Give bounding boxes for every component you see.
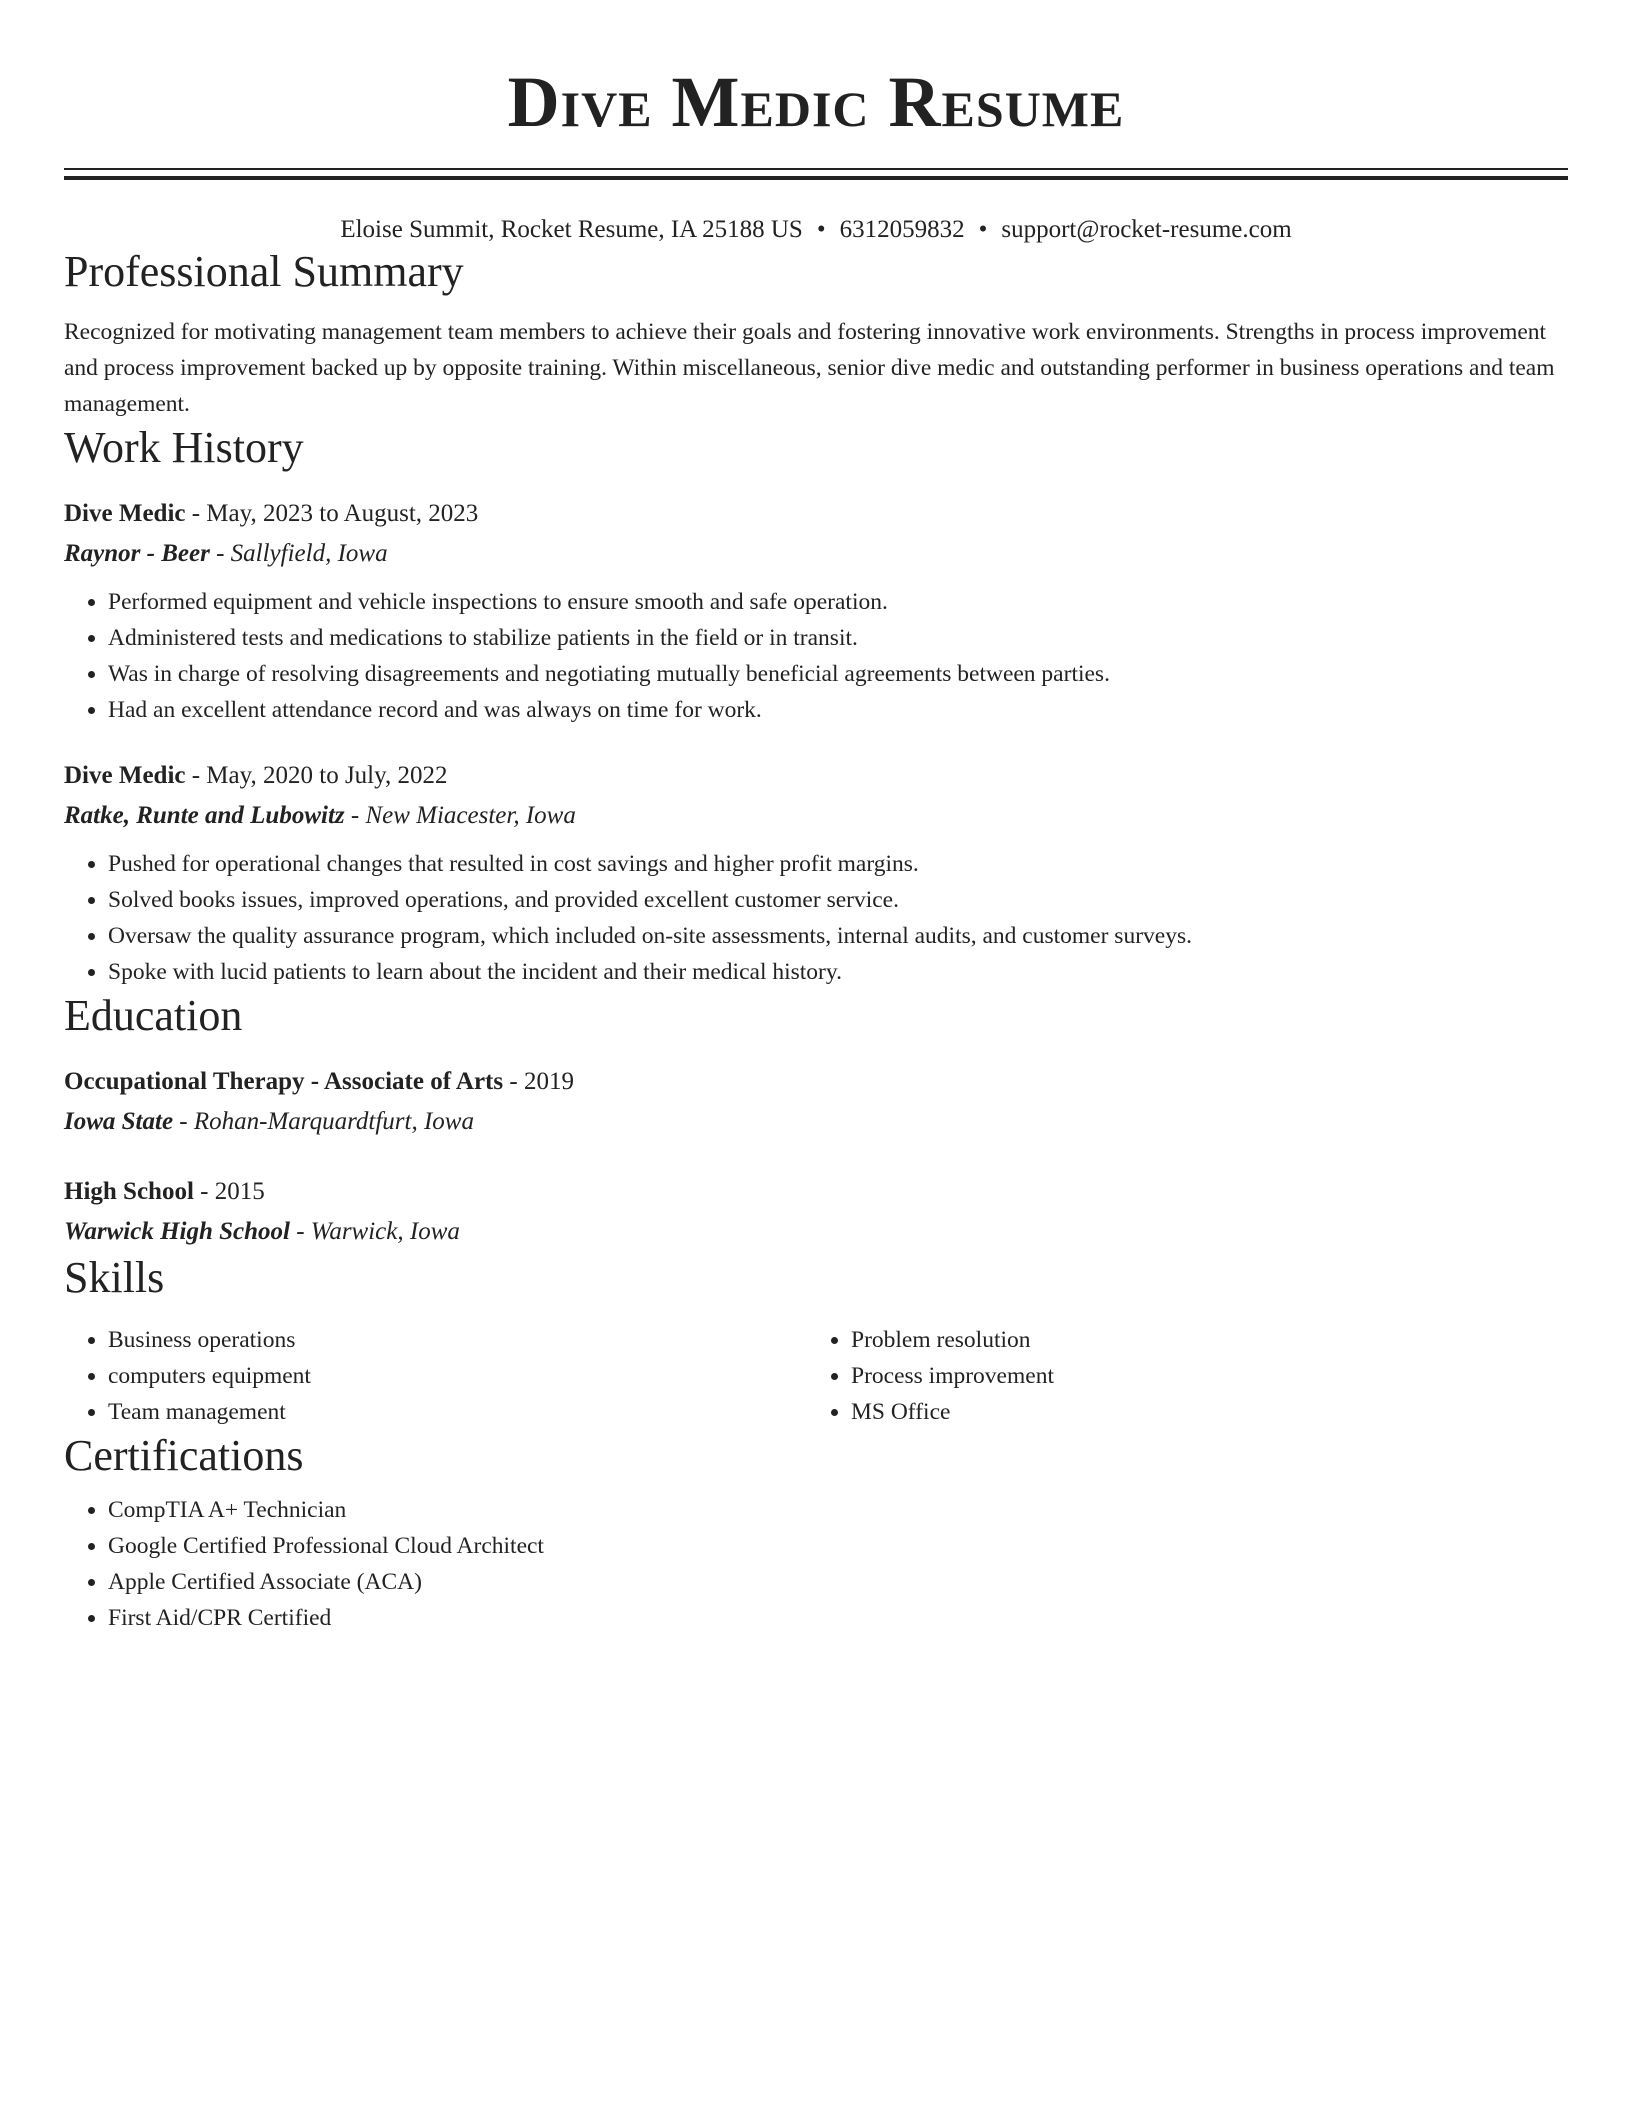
education-degree-line bbox=[64, 1062, 1568, 1102]
job-title: Dive Medic bbox=[64, 500, 186, 527]
list-item: • Google Certified Professional Cloud Architect bbox=[108, 1528, 1568, 1564]
contact-phone: 6312059832 bbox=[839, 216, 965, 243]
skills-list-right bbox=[807, 1322, 1550, 1430]
section-heading-certifications: Certifications bbox=[64, 1431, 304, 1480]
list-item: • Spoke with lucid patients to learn about the incident and their medical history. bbox=[108, 954, 1568, 990]
list-item: • Process improvement bbox=[851, 1358, 1550, 1394]
title-divider bbox=[64, 168, 1568, 180]
list-item: • Performed equipment and vehicle inspections to ensure smooth and safe operation. bbox=[108, 584, 1568, 620]
resume-title: Dive Medic Resume bbox=[507, 62, 1125, 142]
education-location: - Warwick, Iowa bbox=[289, 1218, 460, 1245]
contact-address: Eloise Summit, Rocket Resume, IA 25188 US bbox=[340, 216, 803, 243]
education-degree: Occupational Therapy - Associate of Arts bbox=[64, 1068, 504, 1095]
list-item: • First Aid/CPR Certified bbox=[108, 1600, 1568, 1636]
section-heading-education: Education bbox=[64, 991, 243, 1040]
education-school: Warwick High School bbox=[64, 1218, 290, 1245]
summary-text: Recognized for motivating management team members to achieve their goals and fostering innovative work environments. Strengths in process improvement and process improvement backed up by opposite training. Within miscellaneous, senior dive medic and outstanding performer in business operations and team management. bbox=[64, 319, 1555, 417]
job-title: Dive Medic bbox=[64, 762, 186, 789]
education-year: - 2015 bbox=[193, 1178, 265, 1205]
job-location: - Sallyfield, Iowa bbox=[209, 540, 388, 567]
job-title-line bbox=[64, 756, 1568, 796]
education-entry bbox=[64, 1062, 1568, 1142]
job-entry bbox=[64, 756, 1568, 990]
skills-list-left bbox=[64, 1322, 807, 1430]
contact-separator: • bbox=[978, 216, 988, 243]
job-entry bbox=[64, 494, 1568, 728]
education-degree: High School bbox=[64, 1178, 194, 1205]
job-bullet-list bbox=[64, 584, 1568, 728]
divider-thick-line bbox=[64, 176, 1568, 180]
section-heading-skills: Skills bbox=[64, 1253, 165, 1302]
list-item: • Oversaw the quality assurance program, which included on-site assessments, internal audits, and customer surveys. bbox=[108, 918, 1568, 954]
list-item: • Administered tests and medications to stabilize patients in the field or in transit. bbox=[108, 620, 1568, 656]
education-school: Iowa State bbox=[64, 1108, 174, 1135]
list-item: • Pushed for operational changes that resulted in cost savings and higher profit margins. bbox=[108, 846, 1568, 882]
contact-email: support@rocket-resume.com bbox=[1001, 216, 1292, 243]
education-school-line bbox=[64, 1212, 1568, 1252]
list-item: • MS Office bbox=[851, 1394, 1550, 1430]
section-heading-summary: Professional Summary bbox=[64, 247, 464, 296]
education-year: - 2019 bbox=[503, 1068, 574, 1095]
list-item: • Had an excellent attendance record and was always on time for work. bbox=[108, 692, 1568, 728]
job-title-line bbox=[64, 494, 1568, 534]
list-item: • Business operations bbox=[108, 1322, 807, 1358]
education-school-line bbox=[64, 1102, 1568, 1142]
contact-line bbox=[64, 214, 1568, 246]
list-item: • CompTIA A+ Technician bbox=[108, 1492, 1568, 1528]
section-heading-work-history: Work History bbox=[64, 423, 304, 472]
list-item: • Problem resolution bbox=[851, 1322, 1550, 1358]
job-company: Raynor - Beer bbox=[64, 540, 210, 567]
job-location: - New Miacester, Iowa bbox=[344, 802, 576, 829]
contact-separator: • bbox=[816, 216, 826, 243]
education-degree-line bbox=[64, 1172, 1568, 1212]
job-dates: - May, 2023 to August, 2023 bbox=[185, 500, 479, 527]
list-item: • Was in charge of resolving disagreements and negotiating mutually beneficial agreements between parties. bbox=[108, 656, 1568, 692]
job-company-line bbox=[64, 796, 1568, 836]
divider-thin-line bbox=[64, 168, 1568, 170]
list-item: • Solved books issues, improved operations, and provided excellent customer service. bbox=[108, 882, 1568, 918]
education-location: - Rohan-Marquardtfurt, Iowa bbox=[173, 1108, 474, 1135]
list-item: • Apple Certified Associate (ACA) bbox=[108, 1564, 1568, 1600]
job-company: Ratke, Runte and Lubowitz bbox=[64, 802, 345, 829]
job-bullet-list bbox=[64, 846, 1568, 990]
skills-grid bbox=[64, 1322, 1568, 1430]
list-item: • Team management bbox=[108, 1394, 807, 1430]
certifications-list bbox=[64, 1492, 1568, 1636]
education-entry bbox=[64, 1172, 1568, 1252]
job-company-line bbox=[64, 534, 1568, 574]
job-dates: - May, 2020 to July, 2022 bbox=[185, 762, 448, 789]
list-item: • computers equipment bbox=[108, 1358, 807, 1394]
